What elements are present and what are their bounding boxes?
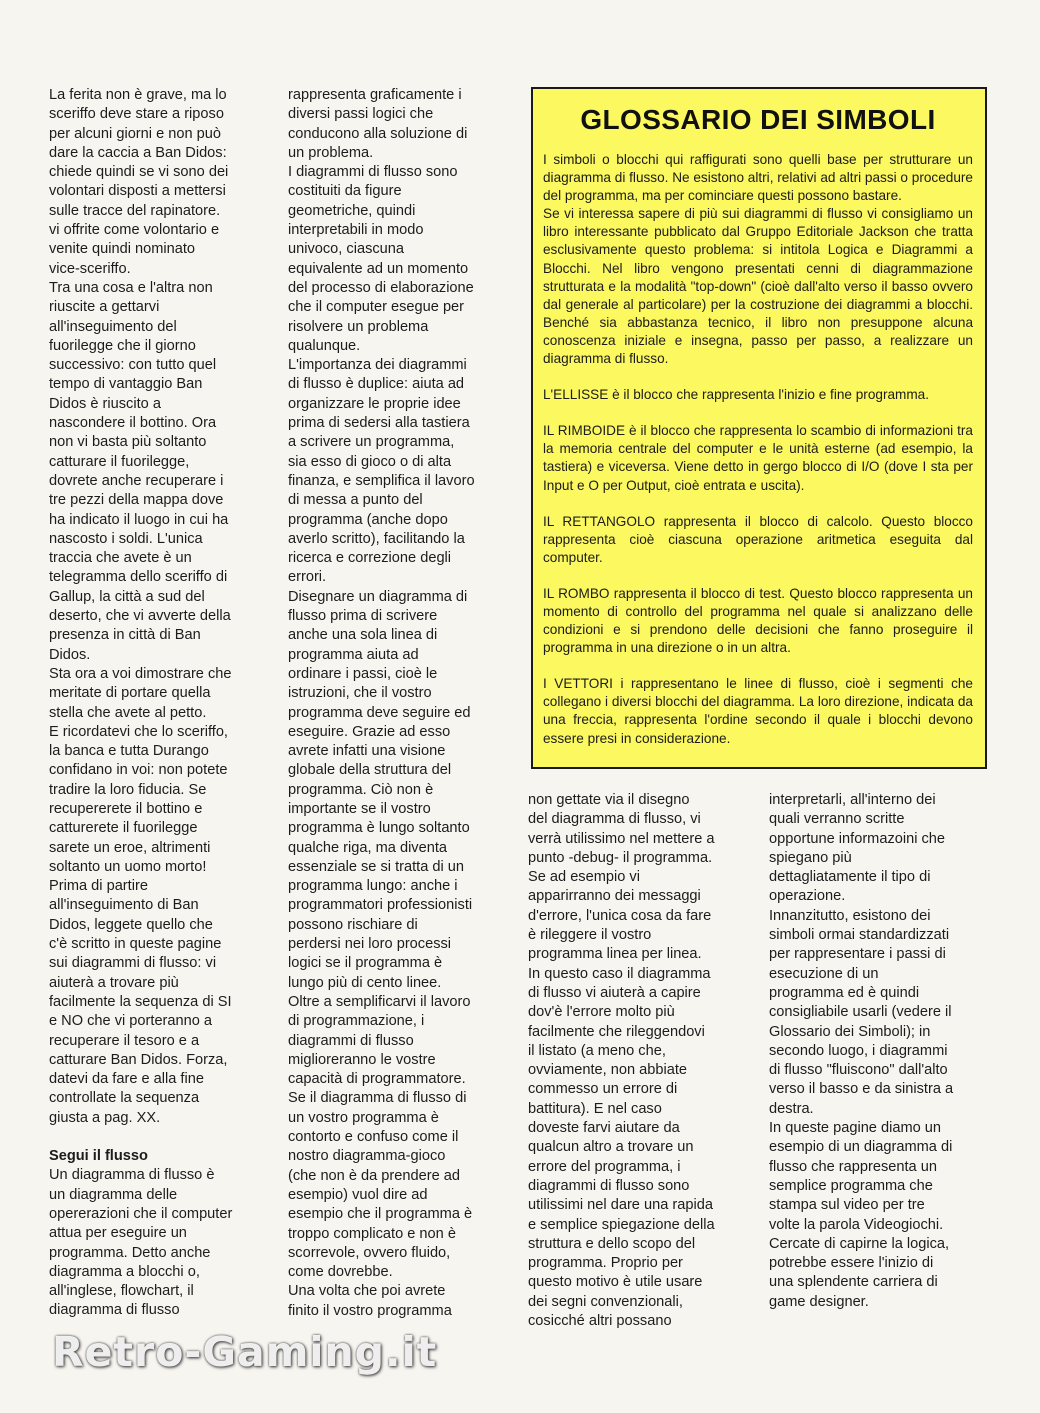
paragraph: Un diagramma di flusso è un diagramma delle opererazioni che il computer attua per eseguire un programma. Detto anche diagramma a blocchi o, all'inglese, flowchart, il diagramma di flusso [49,1167,233,1319]
section-subheading: Segui il flusso [49,1148,148,1165]
paragraph: Se il diagramma di flusso di un vostro programma è contorto e confuso come il nostro diagramma-gioco (che non è da prendere ad esempio) vuol dire ad esempio che il programma è troppo complicato e non è scorrevole, ovvero fluido, come dovrebbe. [288,1090,473,1281]
article-column-4 [769,791,983,1312]
paragraph: non gettate via il disegno del diagramma di flusso, vi verrà utilissimo nel mettere a punto -debug- il programma. [528,792,715,866]
article-column-1 [49,86,261,1321]
paragraph: I diagrammi di flusso sono costituiti da figure geometriche, quindi interpretabili in modo univoco, ciascuna equivalente ad un momento del processo di elaborazione che il computer esegue per risolvere un problema qualunque. [288,164,474,354]
glossary-intro: I simboli o blocchi qui raffigurati sono quelli base per strutturare un diagramma di flusso. Ne esistono altri, relativi ad altri passi o procedure del programma, ma per cominciare questi possono bastare. [543,152,973,204]
glossary-title: GLOSSARIO DEI SIMBOLI [580,104,936,135]
article-column-3 [528,791,742,1331]
paragraph: La ferita non è grave, ma lo sceriffo deve stare a riposo per alcuni giorni e non può dare la caccia a Ban Didos: chiede quindi se vi sono dei volontari disposti a mettersi sulle tracce del rapinatore. vi offrite come volontario e venite quindi nominato vice-sceriffo. [49,87,229,277]
glossary-intro: Se vi interessa sapere di più sui diagrammi di flusso vi consigliamo un libro interessante pubblicato dal Gruppo Editoriale Jackson che tratta esclusivamente questo problema: si intitola Logica e Diagrammi a Blocchi. Nel libro vengono presentati cenni di diagrammazione strutturata e la modalità "top-down" (cioè dall'alto verso il basso ovvero dal generale al particolare) per la costruzione dei diagrammi a blocchi. Benché sia abbastanza tecnico, il libro non presuppone alcuna conoscenza iniziale e insegna, passo per passo, a realizzare un diagramma di flusso. [543,206,973,367]
paragraph: Una volta che poi avrete finito il vostro programma [288,1283,452,1319]
paragraph: Innanzitutto, esistono dei simboli ormai standardizzati per rappresentare i passi di esecuzione di un programma ed è quindi consigliabile usarli (vedere il Glossario dei Simboli); in secondo luogo, i diagrammi di flusso "fluiscono" dall'alto verso il basso e da sinistra a destra. [769,907,954,1117]
paragraph: Oltre a semplificarvi il lavoro di programmazione, i diagrammi di flusso miglioreranno le vostre capacità di programmatore. [288,993,471,1088]
paragraph: Tra una cosa e l'altra non riuscite a gettarvi all'inseguimento del fuorilegge che il giorno successivo: con tutto quel tempo di vantaggio Ban Didos è riuscito a nascondere il bottino. Ora non vi basta più soltanto catturare il fuorilegge, dovrete anche recuperare i tre pezzi della mappa dove ha indicato il luogo in cui ha nascosto i soldi. L'unica traccia che avete è un telegramma dello sceriffo di Gallup, la città a sud del deserto, che vi avverte della presenza in città di Ban Didos. [49,279,231,663]
site-watermark: Retro-Gaming.it [52,1328,438,1376]
paragraph: Prima di partire all'inseguimento di Ban Didos, leggete quello che c'è scritto in queste pagine sui diagrammi di flusso: vi aiuterà a trovare più facilmente la sequenza di SI e NO che vi porteranno a recuperare il tesoro e a catturare Ban Didos. Forza, datevi da fare e alla fine controllate la sequenza giusta a pag. XX. [49,878,232,1126]
paragraph: L'importanza dei diagrammi di flusso è duplice: aiuta ad organizzare le proprie idee prima di sedersi alla tastiera a scrivere un programma, sia esso di gioco o di alta finanza, e semplifica il lavoro di messa a punto del programma (anche dopo averlo scritto), facilitando la ricerca e correzione degli errori. [288,357,475,586]
paragraph: E ricordatevi che lo sceriffo, la banca e tutta Durango confidano in voi: non potete tradire la loro fiducia. Se recupererete il bottino e catturerete il fuorilegge sarete un eroe, altrimenti soltanto un uomo morto! [49,723,228,875]
glossary-entry-rettangolo: IL RETTANGOLO rappresenta il blocco di calcolo. Questo blocco rappresenta cioè ciascuna operazione aritmetica eseguita dal computer. [543,513,973,565]
paragraph: rappresenta graficamente i diversi passi logici che conducono alla soluzione di un problema. [288,87,468,161]
article-column-2 [288,86,502,1321]
glossary-entry-ellisse: L'ELLISSE è il blocco che rappresenta l'inizio e fine programma. [543,387,930,403]
paragraph: Sta ora a voi dimostrare che meritate di portare quella stella che avete al petto. [49,665,232,721]
glossary-entry-rimboide: IL RIMBOIDE è il blocco che rappresenta lo scambio di informazioni tra la memoria centrale del computer e le unità esterne (ad esempio, la tastiera) e viceversa. Viene detto in gergo blocco di I/O (dove I sta per Input e O per Output, cioè entrata e uscita). [543,423,973,493]
paragraph: In questo caso il diagramma di flusso vi aiuterà a capire dov'è l'errore molto più facilmente che rileggendovi il listato (a meno che, ovviamente, non abbiate commesso un errore di battitura). E nel caso doveste farvi aiutare da qualcun altro a trovare un errore del programma, i diagrammi di flusso sono utilissimi nel dare una rapida e semplice spiegazione della struttura e dello scopo del programma. Proprio per questo motivo è utile usare dei segni convenzionali, cosicché altri possano [528,965,715,1330]
glossary-entry-vettori: I VETTORI i rappresentano le linee di flusso, cioè i segmenti che collegano i diversi blocchi del diagramma. La loro direzione, indicata da una freccia, rappresenta l'ordine secondo il quale i blocchi devono essere presi in considerazione. [543,676,973,746]
glossary-entry-rombo: IL ROMBO rappresenta il blocco di test. Questo blocco rappresenta un momento di controllo del programma nel quale si analizzano delle condizioni e si prendono delle decisioni che fanno proseguire il programma in una direzione o in un altra. [543,585,973,656]
glossary-box [531,87,987,769]
paragraph: Se ad esempio vi apparirranno dei messaggi d'errore, l'unica cosa da fare è rileggere il vostro programma linea per linea. [528,869,712,963]
paragraph: In queste pagine diamo un esempio di un diagramma di flusso che rappresenta un semplice programma che stampa sul video per tre volte la parola Videogiochi. Cercate di capirne la logica, potrebbe essere l'inizio di una splendente carriera di game designer. [769,1120,953,1310]
paragraph: Disegnare un diagramma di flusso prima di scrivere anche una sola linea di programma aiuta ad ordinare i passi, cioè le istruzioni, che il vostro programma deve seguire ed eseguire. Grazie ad esso avrete infatti una visione globale della struttura del programma. Ciò non è importante se il vostro programma è lungo soltanto qualche riga, ma diventa essenziale se si tratta di un programma lungo: anche i programmatori professionisti possono rischiare di perdersi nei loro processi logici se il programma è lungo più di cento linee. [288,588,473,991]
paragraph: interpretarli, all'interno dei quali verranno scritte opportune informazoini che spiegano più dettagliatamente il tipo di operazione. [769,792,946,905]
